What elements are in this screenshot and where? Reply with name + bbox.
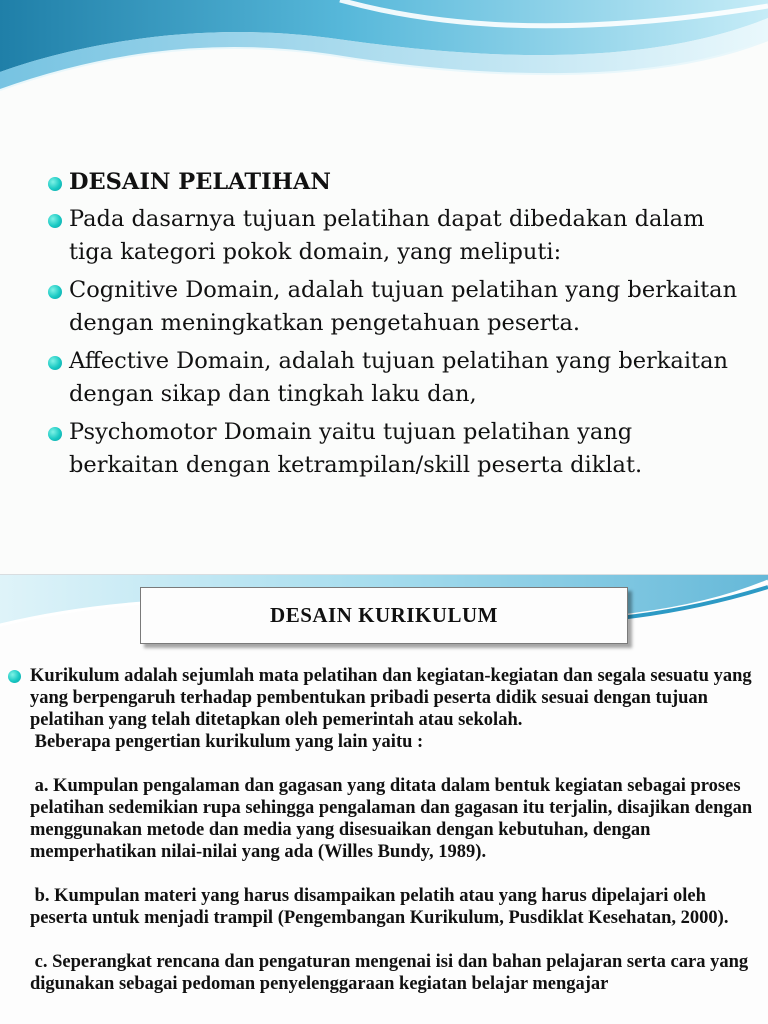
slide-2 [0, 575, 768, 1024]
bullet-text: Cognitive Domain, adalah tujuan pelatihan yang berkaitan dengan meningkatkan pengetahuan peserta. [69, 277, 738, 336]
header-wave-decoration [0, 0, 768, 120]
slide-1-bullet-list [46, 166, 746, 487]
list-item [46, 274, 746, 340]
bullet-circle-icon [48, 285, 62, 299]
slide-2-title: DESAIN KURIKULUM [140, 587, 628, 644]
bullet-text: Affective Domain, adalah tujuan pelatihan yang berkaitan dengan sikap dan tingkah laku dan, [69, 348, 728, 407]
bullet-text: Psychomotor Domain yaitu tujuan pelatihan yang berkaitan dengan ketrampilan/skill peserta diklat. [69, 419, 643, 478]
definition-item-a: a. Kumpulan pengalaman dan gagasan yang ditata dalam bentuk kegiatan sebagai proses pelatihan sedemikian rupa sehingga pengalaman dan gagasan itu terjalin, disajikan dengan menggunakan metode dan media yang disesuaikan dengan kebutuhan, dengan memperhatikan nilai-nilai yang ada (Willes Bundy, 1989). [30, 776, 753, 862]
slide-2-body [8, 665, 762, 995]
bullet-text: DESAIN PELATIHAN [69, 169, 331, 195]
definition-item-b: b. Kumpulan materi yang harus disampaikan pelatih atau yang harus dipelajari oleh peserta untuk menjadi trampil (Pengembangan Kurikulum, Pusdiklat Kesehatan, 2000). [30, 886, 729, 928]
bullet-circle-icon [8, 670, 21, 683]
definition-item-c: c. Seperangkat rencana dan pengaturan mengenai isi dan bahan pelajaran serta cara yang digunakan sebagai pedoman penyelenggaraan kegiatan belajar mengajar [30, 952, 749, 994]
intro-text: Kurikulum adalah sejumlah mata pelatihan dan kegiatan-kegiatan dan segala sesuatu yang yang berpengaruh terhadap pembentukan pribadi peserta didik sesuai dengan tujuan pelatihan yang telah ditetapkan oleh pemerintah atau sekolah. [30, 666, 752, 730]
bullet-circle-icon [48, 177, 62, 191]
list-item [46, 416, 746, 482]
bullet-text: Pada dasarnya tujuan pelatihan dapat dibedakan dalam tiga kategori pokok domain, yang meliputi: [69, 206, 705, 265]
bullet-circle-icon [48, 356, 62, 370]
list-item [46, 345, 746, 411]
bullet-circle-icon [48, 427, 62, 441]
list-item [46, 166, 746, 199]
bullet-circle-icon [48, 214, 62, 228]
subintro-text: Beberapa pengertian kurikulum yang lain yaitu : [34, 732, 424, 752]
intro-paragraph [8, 665, 762, 731]
list-item [46, 203, 746, 269]
